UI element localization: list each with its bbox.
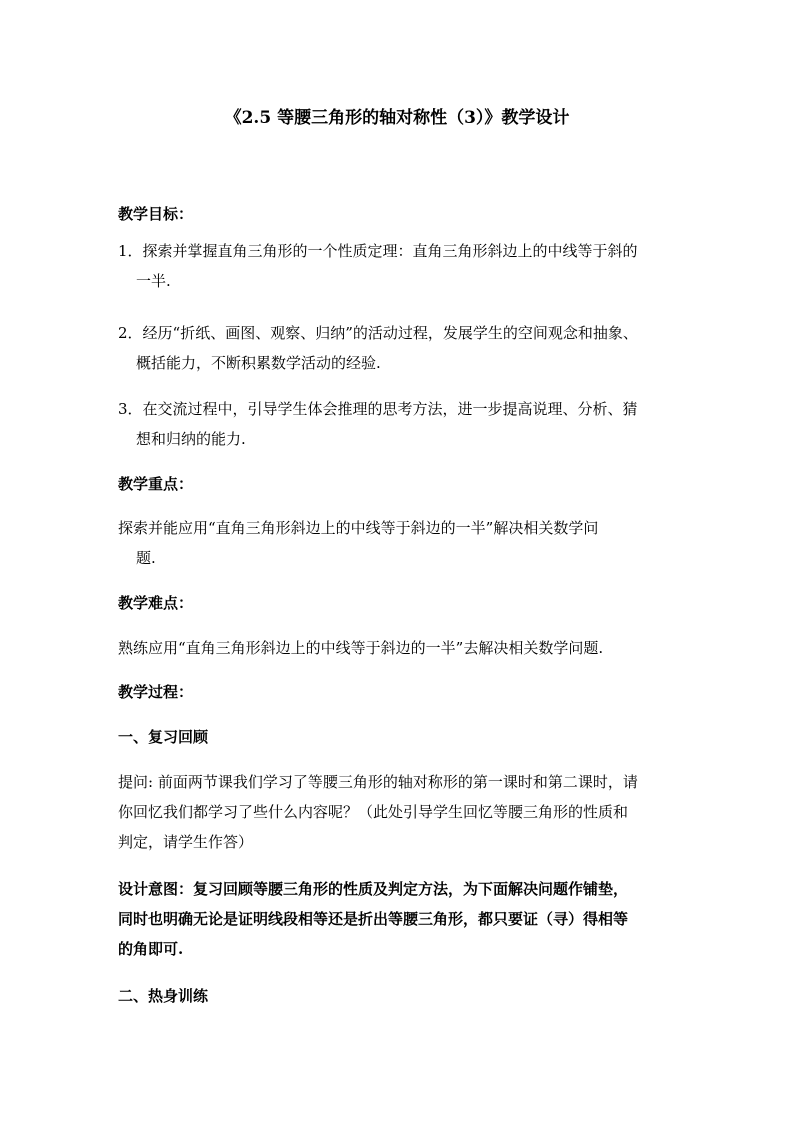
objective-item-2-line2: 概括能力，不断积累数学活动的经验. [136, 354, 381, 372]
objective-item-1 [118, 236, 678, 296]
objective-item-2-line1: 2．经历“折纸、画图、观察、归纳”的活动过程，发展学生的空间观念和抽象、 [118, 324, 638, 342]
document-title: 《2.5 等腰三角形的轴对称性（3）》教学设计 [224, 108, 570, 128]
section1-design-intent [118, 874, 678, 964]
intent-line-3: 的角即可. [118, 940, 184, 958]
difficulty-text: 熟练应用“直角三角形斜边上的中线等于斜边的一半”去解决相关数学问题. [118, 639, 604, 657]
question-line-1: 提问: 前面两节课我们学习了等腰三角形的轴对称形的第一课时和第二课时，请 [118, 773, 638, 791]
key-point-body [118, 513, 678, 573]
question-line-3: 判定，请学生作答） [118, 833, 254, 851]
objective-item-3-line1: 3．在交流过程中，引导学生体会推理的思考方法，进一步提高说理、分析、猜 [118, 400, 638, 418]
key-point-heading: 教学重点： [118, 475, 194, 493]
difficulty-heading: 教学难点： [118, 594, 194, 612]
objective-item-1-line2: 一半. [136, 272, 171, 290]
intent-line-1: 设计意图：复习回顾等腰三角形的性质及判定方法，为下面解决问题作铺垫， [118, 880, 629, 898]
key-point-line2: 题. [136, 549, 156, 567]
objectives-heading: 教学目标： [118, 205, 194, 223]
question-line-2: 你回忆我们都学习了些什么内容呢？（此处引导学生回忆等腰三角形的性质和 [118, 803, 629, 821]
objective-item-3 [118, 394, 678, 454]
section1-heading: 一、复习回顾 [118, 728, 209, 746]
key-point-line1: 探索并能应用“直角三角形斜边上的中线等于斜边的一半”解决相关数学问 [118, 519, 599, 537]
intent-line-2: 同时也明确无论是证明线段相等还是折出等腰三角形，都只要证（寻）得相等 [118, 910, 629, 928]
objective-item-3-line2: 想和归纳的能力. [136, 430, 246, 448]
section1-question [118, 767, 678, 857]
objective-item-1-line1: 1．探索并掌握直角三角形的一个性质定理：直角三角形斜边上的中线等于斜的 [118, 242, 638, 260]
section2-heading: 二、热身训练 [118, 987, 209, 1005]
process-heading: 教学过程： [118, 683, 194, 701]
objective-item-2 [118, 318, 678, 378]
